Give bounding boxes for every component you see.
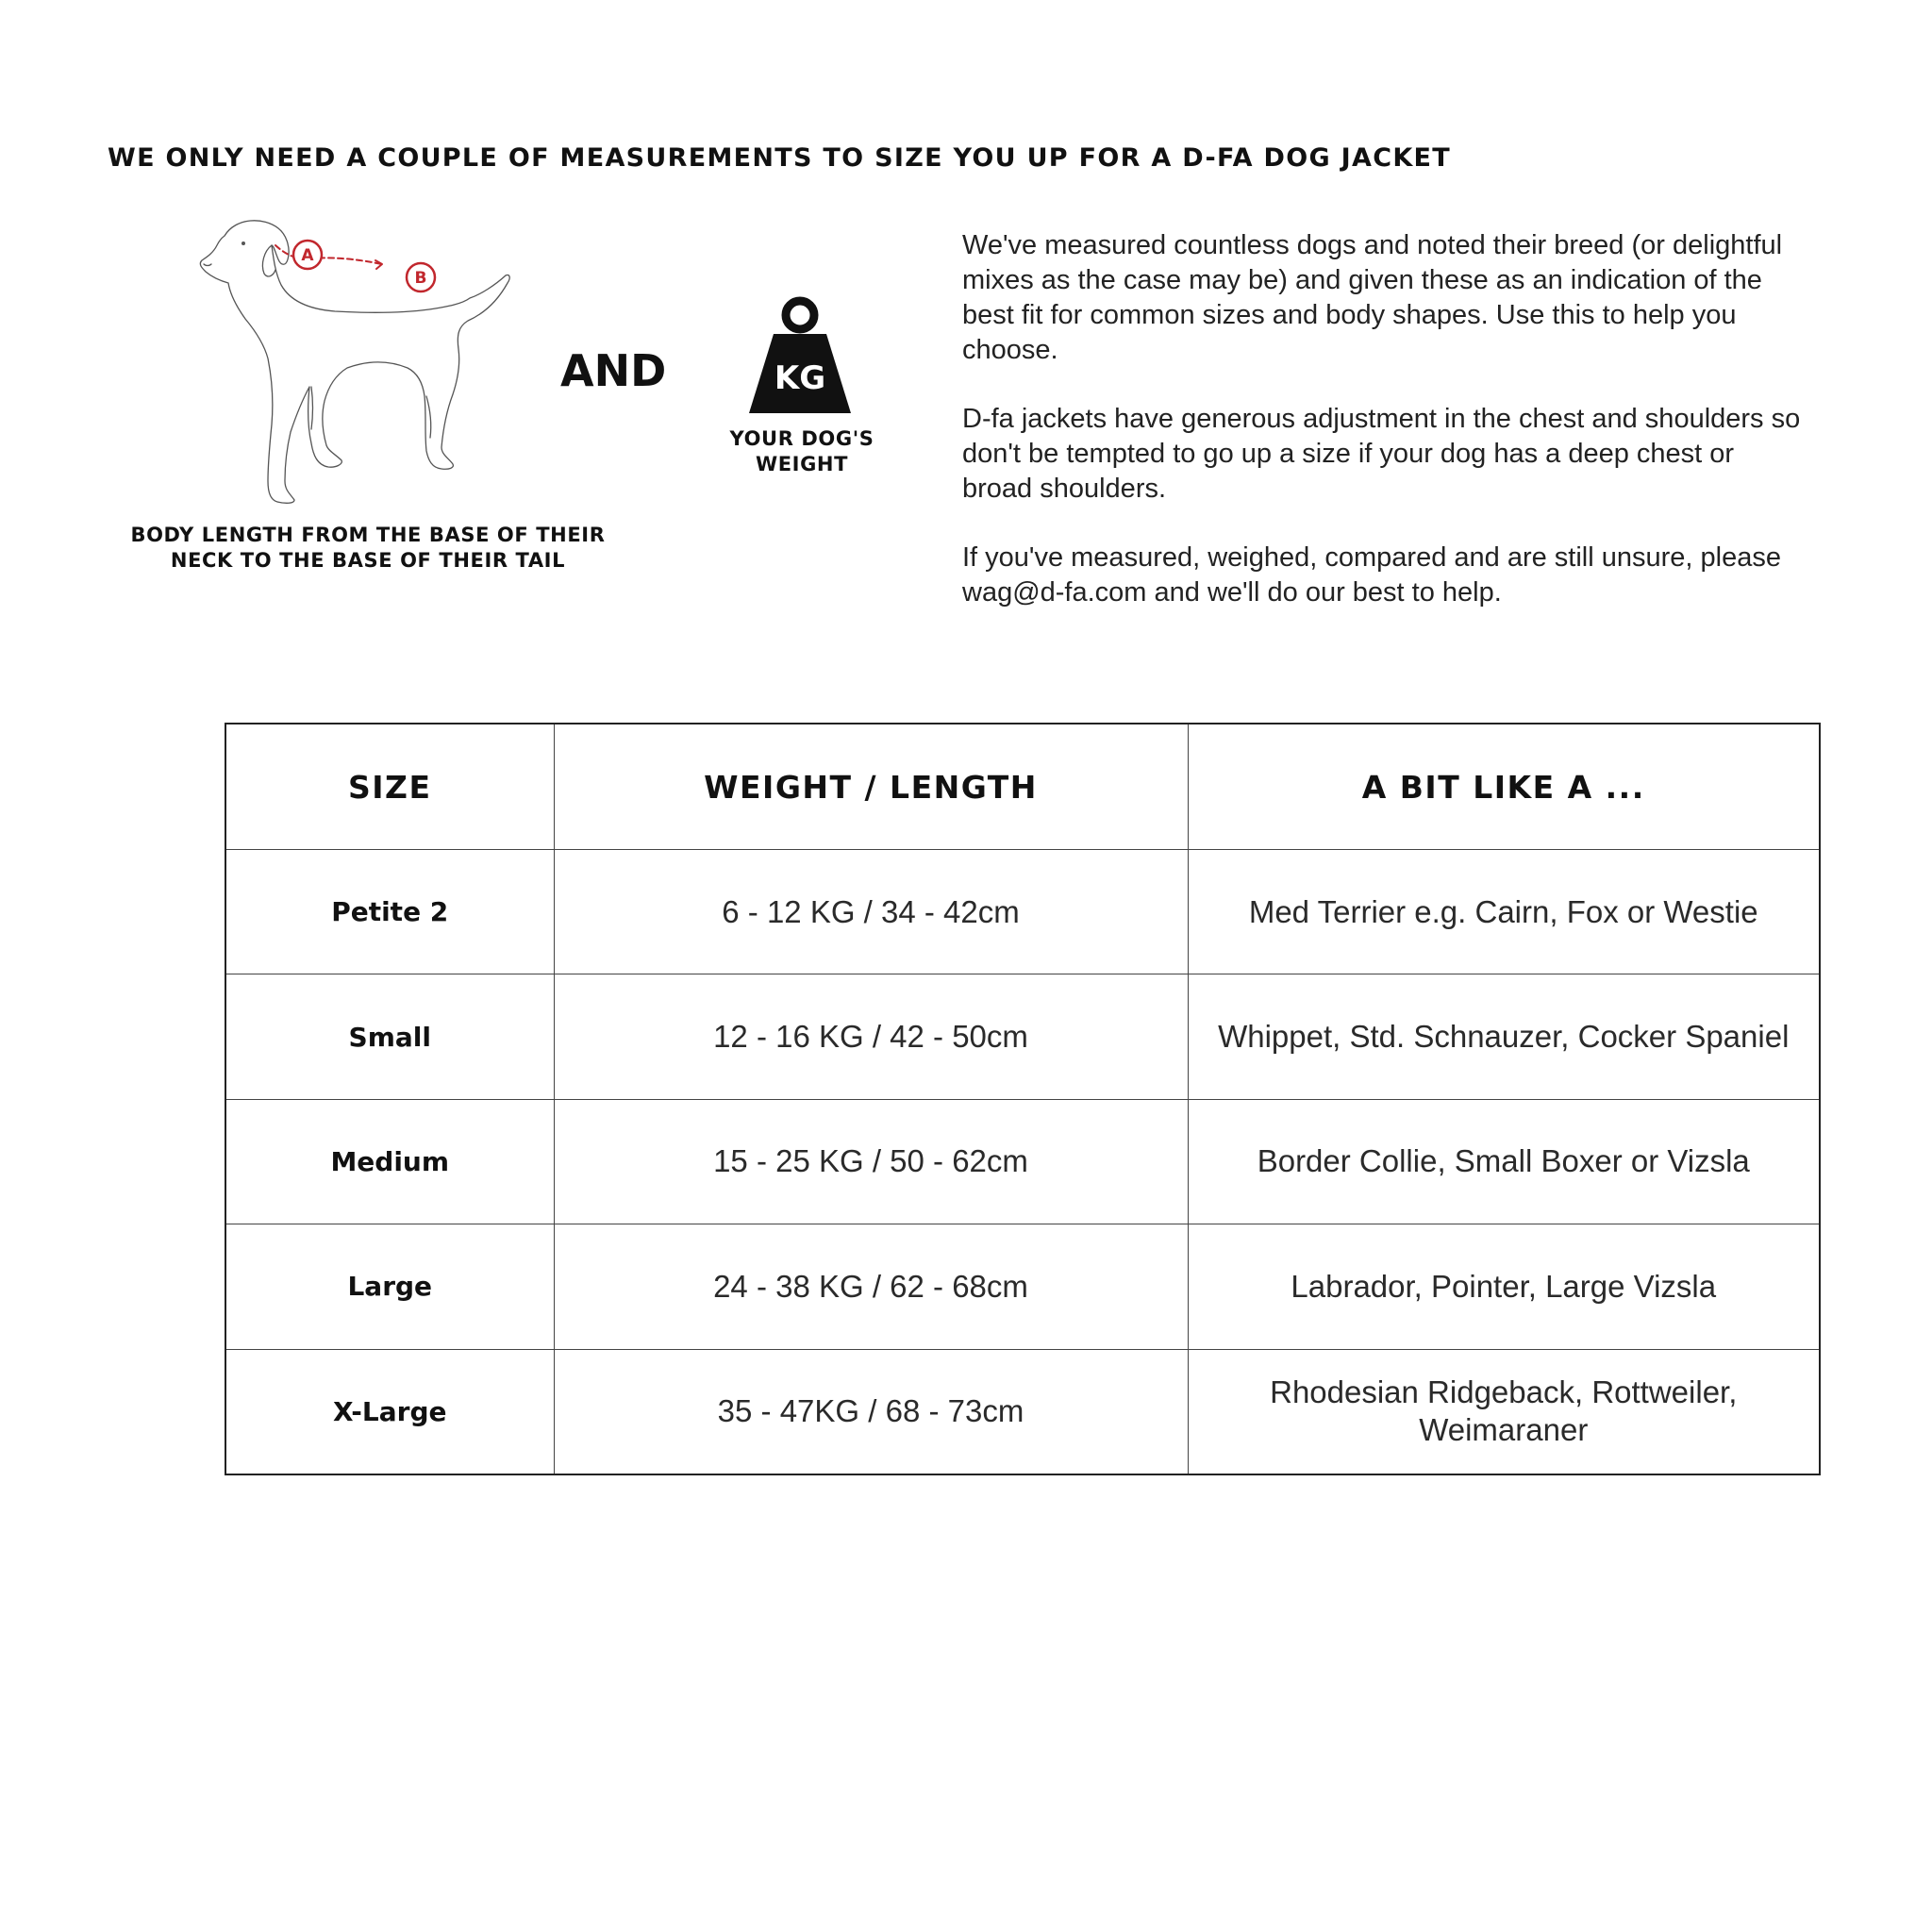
body-length-caption: BODY LENGTH FROM THE BASE OF THEIR NECK TO THE BASE OF THEIR TAIL [130, 524, 606, 572]
table-row [225, 974, 1820, 1099]
table-row [225, 1224, 1820, 1349]
size-chart-table [225, 723, 1821, 1475]
intro-paragraph: If you've measured, weighed, compared and are still unsure, please wag@d-fa.com and we'll do our best to help. [962, 542, 1781, 608]
table-row [225, 1349, 1820, 1474]
weight-length-cell: 15 - 25 KG / 50 - 62cm [554, 1099, 1188, 1224]
size-cell: X-Large [225, 1349, 554, 1474]
intro-paragraph: We've measured countless dogs and noted their breed (or delightful mixes as the case may be) and given these as an indication of the best fit for common sizes and body shapes. Use this to help you choose. [962, 230, 1783, 365]
dog-outline-illustration [170, 208, 519, 509]
kg-weight-icon [745, 296, 855, 417]
size-cell: Small [225, 974, 554, 1099]
page-headline: WE ONLY NEED A COUPLE OF MEASUREMENTS TO SIZE YOU UP FOR A D-FA DOG JACKET [108, 143, 1451, 173]
and-word: AND [560, 345, 667, 396]
marker-a-icon [289, 236, 326, 274]
column-header-breed: A BIT LIKE A ... [1188, 724, 1820, 850]
marker-b-label: B [414, 269, 427, 288]
breed-cell: Border Collie, Small Boxer or Vizsla [1188, 1099, 1820, 1224]
breed-cell: Rhodesian Ridgeback, Rottweiler, Weimaraner [1188, 1349, 1820, 1474]
column-header-size: SIZE [225, 724, 554, 850]
weight-length-cell: 6 - 12 KG / 34 - 42cm [554, 850, 1188, 974]
weight-length-cell: 24 - 38 KG / 62 - 68cm [554, 1224, 1188, 1349]
size-cell: Large [225, 1224, 554, 1349]
size-cell: Medium [225, 1099, 554, 1224]
weight-length-cell: 35 - 47KG / 68 - 73cm [554, 1349, 1188, 1474]
marker-b-icon [402, 258, 440, 296]
weight-caption: YOUR DOG'S WEIGHT [729, 427, 874, 475]
table-row [225, 1099, 1820, 1224]
intro-paragraph: D-fa jackets have generous adjustment in the chest and shoulders so don't be tempted to go up a size if your dog has a deep chest or broad shoulders. [962, 404, 1801, 504]
weight-length-cell: 12 - 16 KG / 42 - 50cm [554, 974, 1188, 1099]
column-header-weight-length: WEIGHT / LENGTH [554, 724, 1188, 850]
kg-label: KG [774, 359, 826, 397]
intro-text [962, 228, 1811, 644]
marker-a-label: A [301, 246, 314, 265]
breed-cell: Labrador, Pointer, Large Vizsla [1188, 1224, 1820, 1349]
breed-cell: Med Terrier e.g. Cairn, Fox or Westie [1188, 850, 1820, 974]
size-cell: Petite 2 [225, 850, 554, 974]
table-row [225, 850, 1820, 974]
breed-cell: Whippet, Std. Schnauzer, Cocker Spaniel [1188, 974, 1820, 1099]
table-header-row [225, 724, 1820, 850]
